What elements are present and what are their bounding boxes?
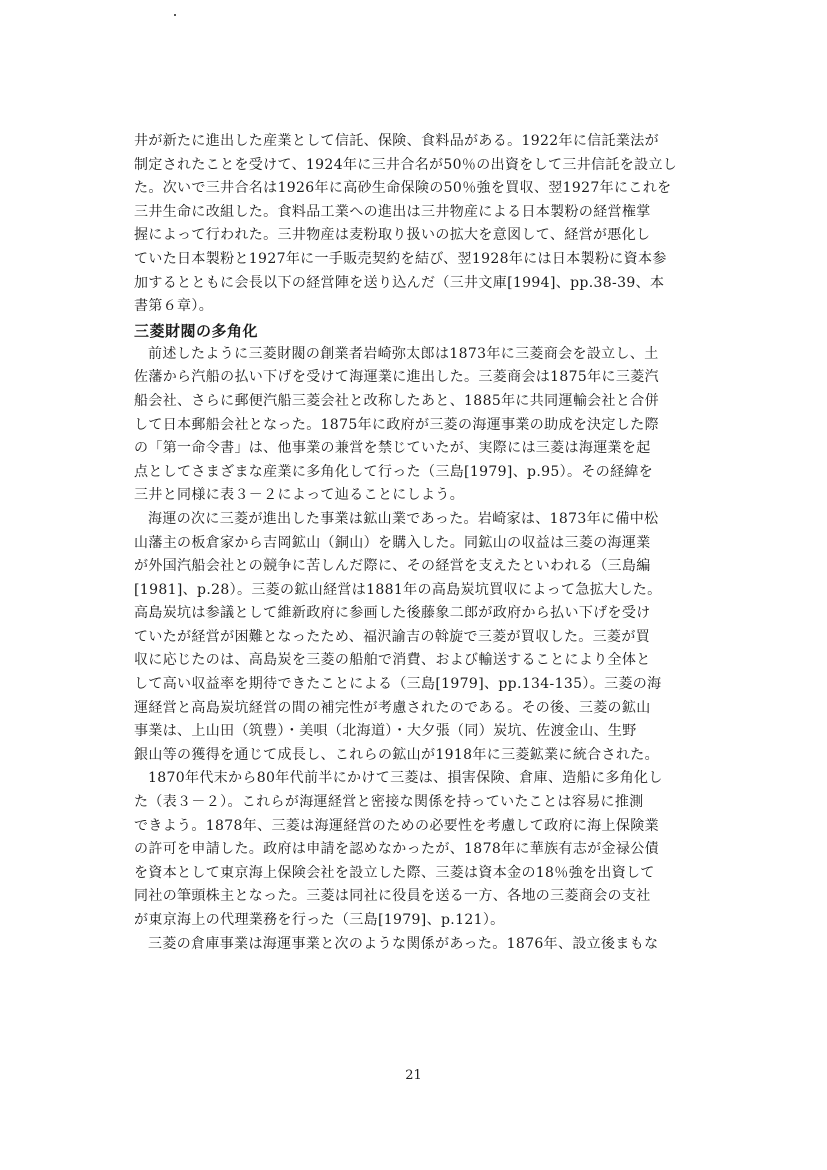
scan-speck [174,14,176,16]
text-line: 加するとともに会長以下の経営陣を送り込んだ（三井文庫[1994]、pp.38-39、本 [134,274,665,291]
text-line: 高島炭坑は参議として維新政府に参画した後藤象二郎が政府から払い下げを受け [134,605,651,622]
text-line: できよう。1878年、三菱は海運経営のための必要性を考慮して政府に海上保険業 [134,817,659,834]
text-line: 事業は、上山田（筑豊）・美唄（北海道）・大夕張（同）炭坑、佐渡金山、生野 [134,723,637,740]
text-line: 井が新たに進出した産業として信託、保険、食料品がある。1922年に信託業法が [134,133,659,149]
text-line: 点としてさまざまな産業に多角化して行った（三島[1979]、p.95）。その経緯を [134,463,654,480]
text-line: 握によって行われた。三井物産は麦粉取り扱いの拡大を意図して、経営が悪化し [134,227,651,244]
text-line: 山藩主の板倉家から吉岡鉱山（銅山）を購入した。同鉱山の収益は三菱の海運業 [134,534,651,551]
text-line: して日本郵船会社となった。1875年に政府が三菱の海運事業の助成を決定した際 [134,416,659,433]
paragraph-mining [134,508,716,768]
body-text [134,130,716,956]
text-line: 銀山等の獲得を通じて成長し、これらの鉱山が1918年に三菱鉱業に統合された。 [134,746,659,763]
text-line: 三井生命に改組した。食料品工業への進出は三井物産による日本製粉の経営権掌 [134,203,651,220]
text-line: ていた日本製粉と1927年に一手販売契約を結び、翌1928年には日本製粉に資本参 [134,250,667,267]
section-heading: 三菱財閥の多角化 [134,321,259,340]
paragraph-shipping [134,343,716,508]
text-line: 書第６章）。 [134,298,214,315]
text-line: [1981]、p.28）。三菱の鉱山経営は1881年の高島炭坑買収によって急拡大した。 [134,581,662,598]
paragraph-intro [134,130,716,319]
text-line: を資本として東京海上保険会社を設立した際、三菱は資本金の18％強を出資して [134,864,655,881]
text-line: 佐藩から汽船の払い下げを受けて海運業に進出した。三菱商会は1875年に三菱汽 [134,369,659,386]
text-line: の許可を申請した。政府は申請を認めなかったが、1878年に華族有志が金禄公債 [134,841,659,858]
text-line: た。次いで三井合名は1926年に高砂生命保険の50％強を買収、翌1927年にこれを [134,180,672,197]
text-line: が東京海上の代理業務を行った（三島[1979]、p.121）。 [134,912,505,928]
text-line: が外国汽船会社との競争に苦しんだ際に、その経営を支えたといわれる（三島編 [134,558,651,575]
text-line: 三菱の倉庫事業は海運事業と次のような関係があった。1876年、設立後まもな [148,935,659,952]
text-line: 制定されたことを受けて、1924年に三井合名が50％の出資をして三井信託を設立し [134,156,678,173]
text-line: ていたが経営が困難となったため、福沢諭吉の斡旋で三菱が買収した。三菱が買 [134,628,651,645]
text-line: た（表３－２）。これらが海運経営と密接な関係を持っていたことは容易に推測 [134,794,644,811]
text-line: 前述したように三菱財閥の創業者岩崎弥太郎は1873年に三菱商会を設立し、土 [148,345,659,362]
text-line: 運経営と高島炭坑経営の間の補完性が考慮されたのである。その後、三菱の鉱山 [134,699,651,716]
text-line: 同社の筆頭株主となった。三菱は同社に役員を送る一方、各地の三菱商会の支社 [134,888,651,905]
text-line: 海運の次に三菱が進出した事業は鉱山業であった。岩崎家は、1873年に備中松 [148,510,659,527]
paragraph-warehouse [134,933,716,957]
text-line: 収に応じたのは、高島炭を三菱の船舶で消費、および輸送することにより全体と [134,652,651,669]
text-line: の「第一命令書」は、他事業の兼営を禁じていたが、実際には三菱は海運業を起 [134,440,651,457]
text-line: 1870年代末から80年代前半にかけて三菱は、損害保険、倉庫、造船に多角化し [148,770,663,787]
page-number: 21 [405,1068,422,1083]
paragraph-insurance [134,767,716,932]
text-line: 船会社、さらに郵便汽船三菱会社と改称したあと、1885年に共同運輸会社と合併 [134,392,659,409]
text-line: して高い収益率を期待できたことによる（三島[1979]、pp.134-135）。三菱の海 [134,676,662,693]
text-line: 三井と同様に表３－２によって辿ることにしよう。 [134,487,465,504]
